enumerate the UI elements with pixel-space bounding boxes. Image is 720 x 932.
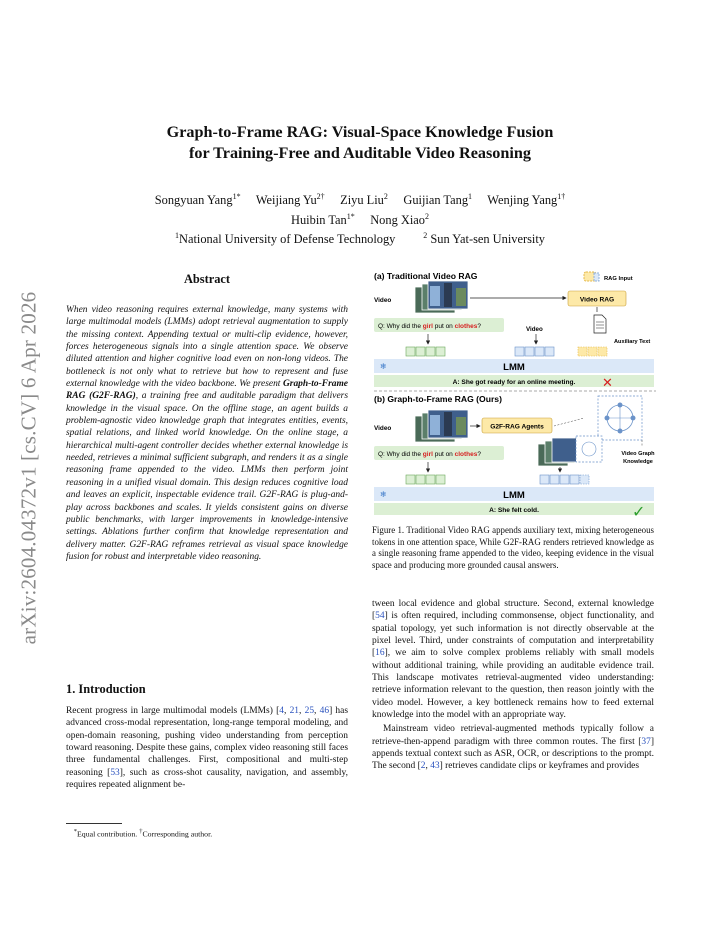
text-tokens: [406, 347, 445, 356]
citation-link[interactable]: 43: [430, 761, 440, 772]
text: ,: [283, 706, 290, 716]
paragraph: [372, 723, 654, 772]
citation-link[interactable]: 16: [375, 648, 385, 659]
affiliations: [80, 228, 640, 248]
text: tween local evidence and global structure. Second, external knowledge [: [372, 599, 654, 622]
text-tokens: [406, 475, 445, 484]
vgk-label-line-1: Video Graph: [621, 451, 655, 457]
citation-link[interactable]: 25: [304, 706, 315, 716]
question-text: Q: Why did the girl put on clothes?: [378, 323, 481, 330]
answer-a: A: She got ready for an online meeting.: [452, 379, 576, 386]
title-line-2: for Training-Free and Auditable Video Reasoning: [189, 144, 531, 162]
text: ], such as cross-shot causality, navigation, and assembly, requires repeated alignment be-: [66, 767, 348, 791]
panel-a-label: (a) Traditional Video RAG: [374, 271, 478, 281]
citation-link[interactable]: 21: [289, 706, 299, 716]
footnote-mark: †: [139, 828, 143, 835]
author-name: Songyuan Yang: [154, 193, 233, 208]
text: Mainstream video retrieval-augmented methods typically follow a retrieve-then-append paradigm with three common routes. The first [: [372, 724, 654, 747]
figure-1-diagram: [370, 268, 660, 518]
author-name: Nong Xiao: [370, 212, 425, 227]
lmm-label: LMM: [503, 490, 525, 501]
abstract-body: [66, 304, 348, 563]
author-name: Ziyu Liu: [340, 193, 384, 208]
footnote-text: Corresponding author.: [142, 829, 213, 839]
abstract-text: , a training free and auditable paradigm that delivers knowledge in the visual space. On the offline stage, an agent builds a problem-agnostic video knowledge graph that integrates entities, events, spatial relations, and linked world knowledge. On the online stage, a hierarchical multi-agent controller decides whether external knowledge is needed, retrieves a minimal sufficient subgraph, and renders it as a single reasoning frame appended to the video. LMMs then perform joint reasoning in a unified visual domain. This design reduces cognitive load and leaves an explicit, inspectable evidence trail. G2F-RAG is plug-and-play across backbones and scales. It yields consistent gains on diverse public benchmarks, with larger improvements in knowledge-intensive settings. Ablations further confirm that knowledge representation and delivery matter. G2F-RAG reframes retrieval as visual space knowledge fusion for robust and interpretable video reasoning.: [66, 391, 348, 562]
aux-text-tokens: [578, 347, 607, 356]
footnote-rule: [66, 823, 122, 824]
footnote-mark: *: [73, 828, 78, 835]
video-frames-icon: [415, 281, 468, 313]
text: ,: [425, 761, 431, 772]
abstract-heading: Abstract: [183, 272, 231, 286]
right-column-text: [372, 598, 654, 773]
affiliation-mark: 1: [175, 231, 179, 241]
footnote-text: Equal contribution.: [77, 829, 140, 839]
video-small-label: Video: [526, 326, 543, 333]
citation-link[interactable]: 4: [279, 706, 284, 716]
intro-paragraph: [66, 705, 348, 791]
affiliation: Sun Yat-sen University: [430, 232, 545, 247]
rag-input-legend-swatch: [594, 273, 599, 281]
document-icon: [594, 315, 606, 333]
text: ], we aim to solve complex problems reliably with small models without additional training, while providing an auditable evidence trail. This landscape motivates retrieval-augmented video understanding: retrieve information relevant to the question, then reason jointly with the video model. However, a key bottleneck remains how to feed external knowledge into the model with an appropriate way.: [372, 648, 654, 721]
abstract-text: When video reasoning requires external knowledge, many systems with large multimodal models (LMMs) adopt retrieval augmentation to supply the missing context. Appending textual or multi-clip evidence, however, forces heterogeneous signals into a single attention space. We observe diluted attention and higher cognitive load even on non-long videos. The bottleneck is not only what to retrieve but how to represent and fuse external knowledge with the video backbone. We present: [66, 305, 348, 390]
author-name: Huibin Tan: [291, 212, 347, 227]
snowflake-icon: ❄: [380, 490, 387, 499]
text: ] appends textual context such as ASR, OCR, or descriptions to the prompt. The second [: [372, 736, 654, 772]
rag-input-legend: RAG Input: [604, 276, 633, 282]
author-block: [80, 189, 640, 248]
video-tokens: [515, 347, 554, 356]
video-frames-icon: [415, 410, 468, 442]
method-name: Graph-to-Frame RAG (G2F-RAG): [66, 379, 348, 402]
author-mark: 2: [424, 211, 429, 221]
arxiv-id: arXiv:2604.04372v1 [cs.CV] 6 Apr 2026: [16, 291, 41, 645]
author-mark: 2: [383, 192, 388, 201]
vgk-label-line-2: Knowledge: [623, 459, 653, 465]
author-mark: 1†: [557, 192, 566, 201]
snowflake-icon: ❄: [380, 362, 387, 371]
video-rag-label: Video RAG: [579, 296, 615, 304]
affiliation-mark: 2: [423, 231, 428, 241]
video-tokens: [540, 475, 589, 484]
affiliation: National University of Defense Technology: [179, 232, 396, 247]
author-mark: 1*: [232, 192, 241, 201]
aux-text-label: Auxiliary Text: [614, 339, 651, 345]
appended-frames-icon: [538, 436, 602, 466]
citation-link[interactable]: 2: [420, 761, 426, 772]
text: ] has advanced cross-modal representation, long-range temporal modeling, and open-domain reasoning, pushing video understanding from perception toward reasoning. Despite these gains, complex video reasoning still faces three fundamental challenges. First, compositional and multi-step reasoning [: [66, 706, 349, 778]
section-heading: 1. Introduction: [66, 682, 146, 696]
text: ] retrieves candidate clips or keyframes and provides: [439, 761, 640, 772]
agents-label: G2F-RAG Agents: [490, 423, 544, 431]
video-label: Video: [374, 297, 392, 304]
footnote: [66, 828, 356, 839]
question-text: Q: Why did the girl put on clothes?: [378, 451, 481, 458]
author-mark: 2†: [316, 192, 325, 201]
paragraph: [372, 598, 654, 721]
arxiv-sidebar: [14, 268, 44, 668]
author-name: Wenjing Yang: [487, 193, 558, 208]
citation-link[interactable]: 53: [110, 767, 120, 778]
citation-link[interactable]: 46: [319, 706, 330, 716]
cross-icon: ✕: [602, 375, 613, 390]
paper-title: [80, 122, 640, 164]
text: Recent progress in large multimodal models (LMMs) [: [66, 706, 280, 716]
author-name: Weijiang Yu: [255, 193, 317, 208]
text: ,: [314, 706, 320, 716]
citation-link[interactable]: 54: [375, 611, 385, 622]
figure-caption: Figure 1. Traditional Video RAG appends auxiliary text, mixing heterogeneous tokens in one attention space, While G2F-RAG renders retrieved knowledge as a single reasoning frame appended to the video, keeping evidence in the visual space and producing more grounded causal answers.: [372, 525, 654, 571]
text: ,: [299, 706, 305, 716]
author-line-2: [80, 209, 640, 229]
title-line-1: Graph-to-Frame RAG: Visual-Space Knowledge Fusion: [166, 123, 554, 141]
lmm-label: LMM: [503, 362, 525, 373]
panel-b-label: (b) Graph-to-Frame RAG (Ours): [374, 394, 502, 404]
author-mark: 1*: [346, 211, 355, 221]
text: ] is often required, including commonsense, object functionality, and spatial topology, yet such information is not directly observable at the pixel level. Third, under constraints of computation and interpretability [: [372, 611, 654, 659]
check-icon: ✓: [632, 504, 646, 518]
citation-link[interactable]: 37: [641, 736, 651, 747]
author-name: Guijian Tang: [403, 193, 469, 208]
answer-b: A: She felt cold.: [489, 507, 539, 514]
connector: [554, 418, 584, 426]
figure-1: [370, 268, 660, 518]
author-line-1: [80, 189, 640, 209]
video-label: Video: [374, 425, 392, 432]
author-mark: 1: [468, 192, 473, 201]
